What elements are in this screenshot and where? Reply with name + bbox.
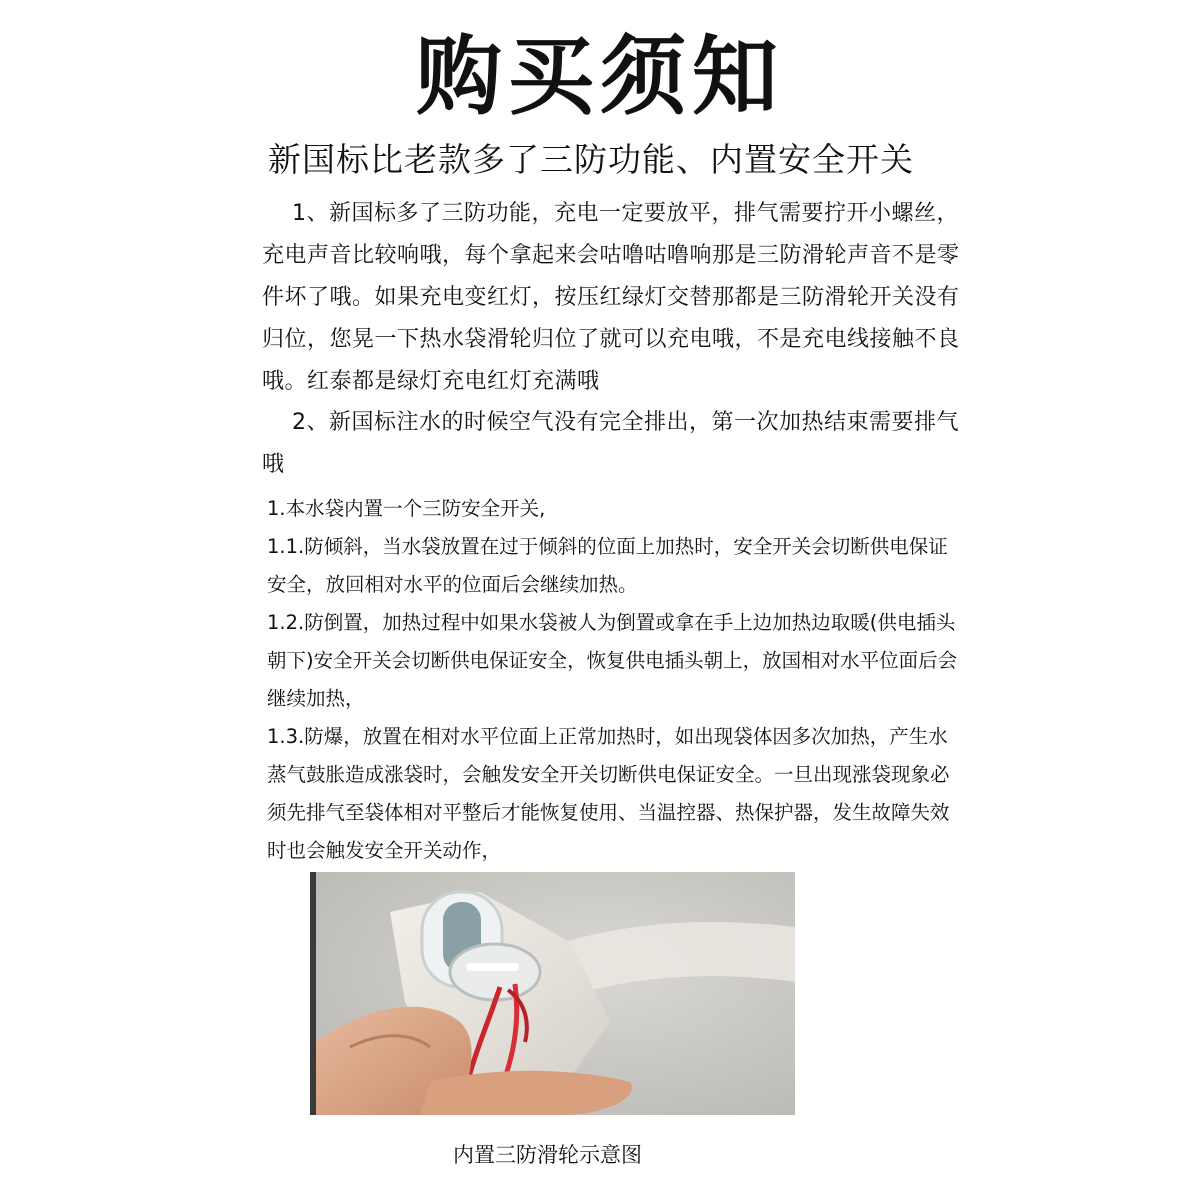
- list-item: 1.本水袋内置一个三防安全开关,: [267, 497, 546, 520]
- photo-illustration: [310, 872, 795, 1115]
- notice-paragraph-1: [262, 193, 962, 403]
- notice-paragraph-2-text: 2、新国标注水的时候空气没有完全排出，第一次加热结束需要排气哦: [262, 410, 959, 477]
- notice-paragraph-2: [262, 402, 962, 486]
- page-title: 购买须知: [416, 27, 784, 127]
- list-item: 1.1.防倾斜，当水袋放置在过于倾斜的位面上加热时，安全开关会切断供电保证安全，放回相对水平的位面后会继续加热。: [267, 535, 948, 596]
- anti-tilt-pulley-photo: [310, 872, 795, 1115]
- safety-switch-list: [267, 490, 967, 870]
- list-item: 1.3.防爆，放置在相对水平位面上正常加热时，如出现袋体因多次加热，产生水蒸气鼓胀造成涨袋时，会触发安全开关切断供电保证安全。一旦出现涨袋现象必须先排气至袋体相对平整后才能恢复使用、当温控器、热保护器，发生故障失效时也会触发安全开关动作，: [267, 725, 950, 862]
- photo-caption: 内置三防滑轮示意图: [453, 1143, 642, 1167]
- page-subtitle: 新国标比老款多了三防功能、内置安全开关: [268, 140, 914, 179]
- notice-paragraph-1-text: 1、新国标多了三防功能，充电一定要放平，排气需要拧开小螺丝，充电声音比较响哦，每个拿起来会咕噜咕噜响那是三防滑轮声音不是零件坏了哦。如果充电变红灯，按压红绿灯交替那都是三防滑轮开关没有归位，您晃一下热水袋滑轮归位了就可以充电哦，不是充电线接触不良哦。红泰都是绿灯充电红灯充满哦: [262, 201, 960, 394]
- list-item: 1.2.防倒置，加热过程中如果水袋被人为倒置或拿在手上边加热边取暖(供电插头朝下)安全开关会切断供电保证安全，恢复供电插头朝上，放国相对水平位面后会继续加热，: [267, 611, 958, 710]
